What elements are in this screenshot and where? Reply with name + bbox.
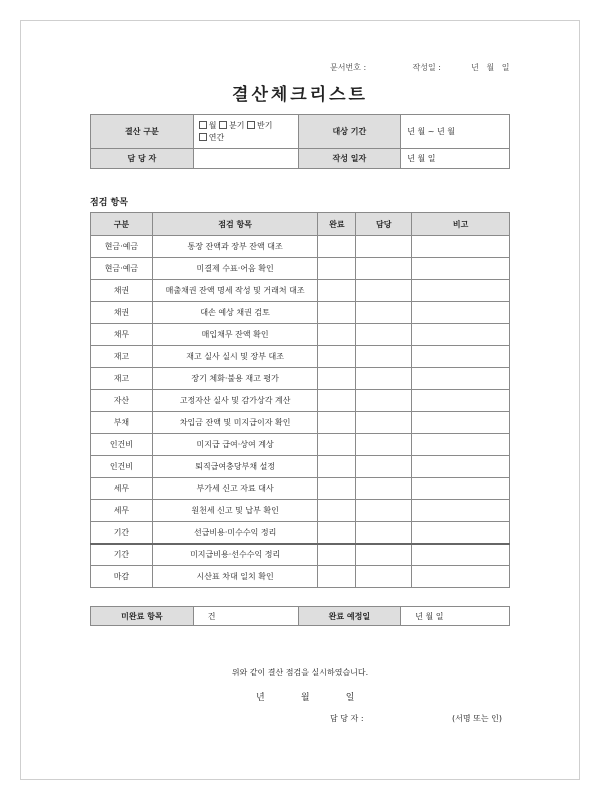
- row-remark-cell[interactable]: [412, 456, 510, 478]
- row-item: 대손 예상 채권 검토: [152, 302, 318, 324]
- row-done-cell[interactable]: [318, 324, 356, 346]
- col-remark: 비고: [412, 213, 510, 236]
- row-item: 선급비용·미수수익 정리: [152, 522, 318, 544]
- row-remark-cell[interactable]: [412, 236, 510, 258]
- row-owner-cell[interactable]: [356, 456, 412, 478]
- row-done-cell[interactable]: [318, 566, 356, 588]
- row-category: 현금·예금: [91, 258, 153, 280]
- table-row: [91, 236, 510, 258]
- table-row: [91, 258, 510, 280]
- row-done-cell[interactable]: [318, 522, 356, 544]
- table-row: [91, 478, 510, 500]
- row-done-cell[interactable]: [318, 544, 356, 566]
- row-remark-cell[interactable]: [412, 324, 510, 346]
- doc-no-label: 문서번호 :: [330, 63, 367, 72]
- row-done-cell[interactable]: [318, 236, 356, 258]
- col-item: 점검 항목: [152, 213, 318, 236]
- row-category: 자산: [91, 390, 153, 412]
- option-year[interactable]: 연간: [199, 133, 224, 142]
- row-item: 부가세 신고 자료 대사: [152, 478, 318, 500]
- row-remark-cell[interactable]: [412, 434, 510, 456]
- row-item: 미결제 수표·어음 확인: [152, 258, 318, 280]
- date-month: 월: [300, 693, 310, 703]
- row-category: 세무: [91, 500, 153, 522]
- table-row: [91, 302, 510, 324]
- row-category: 세무: [91, 478, 153, 500]
- row-remark-cell[interactable]: [412, 280, 510, 302]
- due-date-label: 완료 예정일: [298, 607, 401, 626]
- row-item: 퇴직급여충당부채 설정: [152, 456, 318, 478]
- settle-type-options: [193, 115, 298, 149]
- row-category: 채무: [91, 324, 153, 346]
- document-number-line: [330, 62, 510, 73]
- signature-line: [330, 713, 520, 724]
- checkbox-icon: [247, 121, 255, 129]
- row-remark-cell[interactable]: [412, 500, 510, 522]
- checklist-header-row: [91, 213, 510, 236]
- due-date-value[interactable]: 년 월 일: [401, 607, 510, 626]
- row-done-cell[interactable]: [318, 368, 356, 390]
- row-category: 재고: [91, 346, 153, 368]
- row-done-cell[interactable]: [318, 500, 356, 522]
- option-half[interactable]: 반기: [247, 121, 272, 130]
- row-category: 채권: [91, 302, 153, 324]
- manager-value[interactable]: [193, 149, 298, 169]
- settle-type-label: 결산 구분: [91, 115, 194, 149]
- row-owner-cell[interactable]: [356, 368, 412, 390]
- row-remark-cell[interactable]: [412, 302, 510, 324]
- row-owner-cell[interactable]: [356, 258, 412, 280]
- row-remark-cell[interactable]: [412, 258, 510, 280]
- confirmation-text: 위와 같이 결산 점검을 실시하였습니다.: [231, 668, 369, 677]
- incomplete-label: 미완료 항목: [91, 607, 194, 626]
- col-owner: 담당: [356, 213, 412, 236]
- row-item: 장기 체화·불용 재고 평가: [152, 368, 318, 390]
- date-year: 년: [256, 693, 265, 703]
- row-remark-cell[interactable]: [412, 346, 510, 368]
- table-row: [91, 566, 510, 588]
- table-row: [91, 324, 510, 346]
- row-item: 고정자산 실사 및 감가상각 계산: [152, 390, 318, 412]
- checkbox-icon: [199, 133, 207, 141]
- row-remark-cell[interactable]: [412, 544, 510, 566]
- table-row: [91, 500, 510, 522]
- row-item: 매출채권 잔액 명세 작성 및 거래처 대조: [152, 280, 318, 302]
- table-row: [91, 544, 510, 566]
- option-month[interactable]: 월: [199, 121, 217, 130]
- row-category: 재고: [91, 368, 153, 390]
- row-owner-cell[interactable]: [356, 544, 412, 566]
- row-done-cell[interactable]: [318, 478, 356, 500]
- table-row: [91, 346, 510, 368]
- row-item: 미지급비용·선수수익 정리: [152, 544, 318, 566]
- row-owner-cell[interactable]: [356, 280, 412, 302]
- checkbox-icon: [199, 121, 207, 129]
- row-owner-cell[interactable]: [356, 236, 412, 258]
- created-date-value[interactable]: 년 월 일: [401, 149, 510, 169]
- row-owner-cell[interactable]: [356, 522, 412, 544]
- written-date-placeholder: 년 월 일: [471, 63, 510, 72]
- row-done-cell[interactable]: [318, 456, 356, 478]
- row-done-cell[interactable]: [318, 412, 356, 434]
- row-done-cell[interactable]: [318, 346, 356, 368]
- table-row: [91, 390, 510, 412]
- row-category: 마감: [91, 566, 153, 588]
- row-remark-cell[interactable]: [412, 368, 510, 390]
- manager-label: 담 당 자: [91, 149, 194, 169]
- row-done-cell[interactable]: [318, 280, 356, 302]
- row-done-cell[interactable]: [318, 258, 356, 280]
- row-category: 현금·예금: [91, 236, 153, 258]
- row-remark-cell[interactable]: [412, 478, 510, 500]
- page-title: 결산체크리스트: [232, 85, 368, 105]
- target-period-label: 대상 기간: [298, 115, 401, 149]
- row-remark-cell[interactable]: [412, 412, 510, 434]
- row-item: 매입채무 잔액 확인: [152, 324, 318, 346]
- row-category: 채권: [91, 280, 153, 302]
- col-category: 구분: [91, 213, 153, 236]
- incomplete-value[interactable]: 건: [193, 607, 298, 626]
- row-category: 기간: [91, 522, 153, 544]
- info-table: [90, 114, 510, 169]
- created-date-label: 작성 일자: [298, 149, 401, 169]
- row-item: 원천세 신고 및 납부 확인: [152, 500, 318, 522]
- row-item: 재고 실사 실시 및 장부 대조: [152, 346, 318, 368]
- row-done-cell[interactable]: [318, 302, 356, 324]
- option-quarter[interactable]: 분기: [219, 121, 244, 130]
- row-category: 인건비: [91, 434, 153, 456]
- signature-note: (서명 또는 인): [452, 714, 502, 723]
- row-item: 미지급 급여·상여 계상: [152, 434, 318, 456]
- row-owner-cell[interactable]: [356, 412, 412, 434]
- table-row: [91, 368, 510, 390]
- row-remark-cell[interactable]: [412, 522, 510, 544]
- row-item: 통장 잔액과 장부 잔액 대조: [152, 236, 318, 258]
- table-row: [91, 456, 510, 478]
- col-done: 완료: [318, 213, 356, 236]
- row-owner-cell[interactable]: [356, 500, 412, 522]
- target-period-value[interactable]: 년 월 ~ 년 월: [401, 115, 510, 149]
- row-done-cell[interactable]: [318, 434, 356, 456]
- row-done-cell[interactable]: [318, 390, 356, 412]
- row-remark-cell[interactable]: [412, 566, 510, 588]
- row-owner-cell[interactable]: [356, 478, 412, 500]
- row-owner-cell[interactable]: [356, 566, 412, 588]
- signature-manager-label: 담 당 자 :: [330, 714, 364, 723]
- row-owner-cell[interactable]: [356, 346, 412, 368]
- table-row: [91, 280, 510, 302]
- row-remark-cell[interactable]: [412, 390, 510, 412]
- table-row: [91, 434, 510, 456]
- row-owner-cell[interactable]: [356, 434, 412, 456]
- section-title: 점검 항목: [90, 198, 128, 208]
- checkbox-icon: [219, 121, 227, 129]
- row-item: 시산표 차대 일치 확인: [152, 566, 318, 588]
- summary-table: [90, 606, 510, 626]
- row-category: 인건비: [91, 456, 153, 478]
- row-category: 부채: [91, 412, 153, 434]
- row-owner-cell[interactable]: [356, 324, 412, 346]
- written-date-label: 작성일 :: [412, 63, 441, 72]
- row-owner-cell[interactable]: [356, 390, 412, 412]
- row-category: 기간: [91, 544, 153, 566]
- checklist-table: [90, 212, 510, 588]
- signature-date: [256, 690, 388, 703]
- table-row: [91, 522, 510, 544]
- table-row: [91, 412, 510, 434]
- row-owner-cell[interactable]: [356, 302, 412, 324]
- date-day: 일: [345, 693, 355, 703]
- row-item: 차입금 잔액 및 미지급이자 확인: [152, 412, 318, 434]
